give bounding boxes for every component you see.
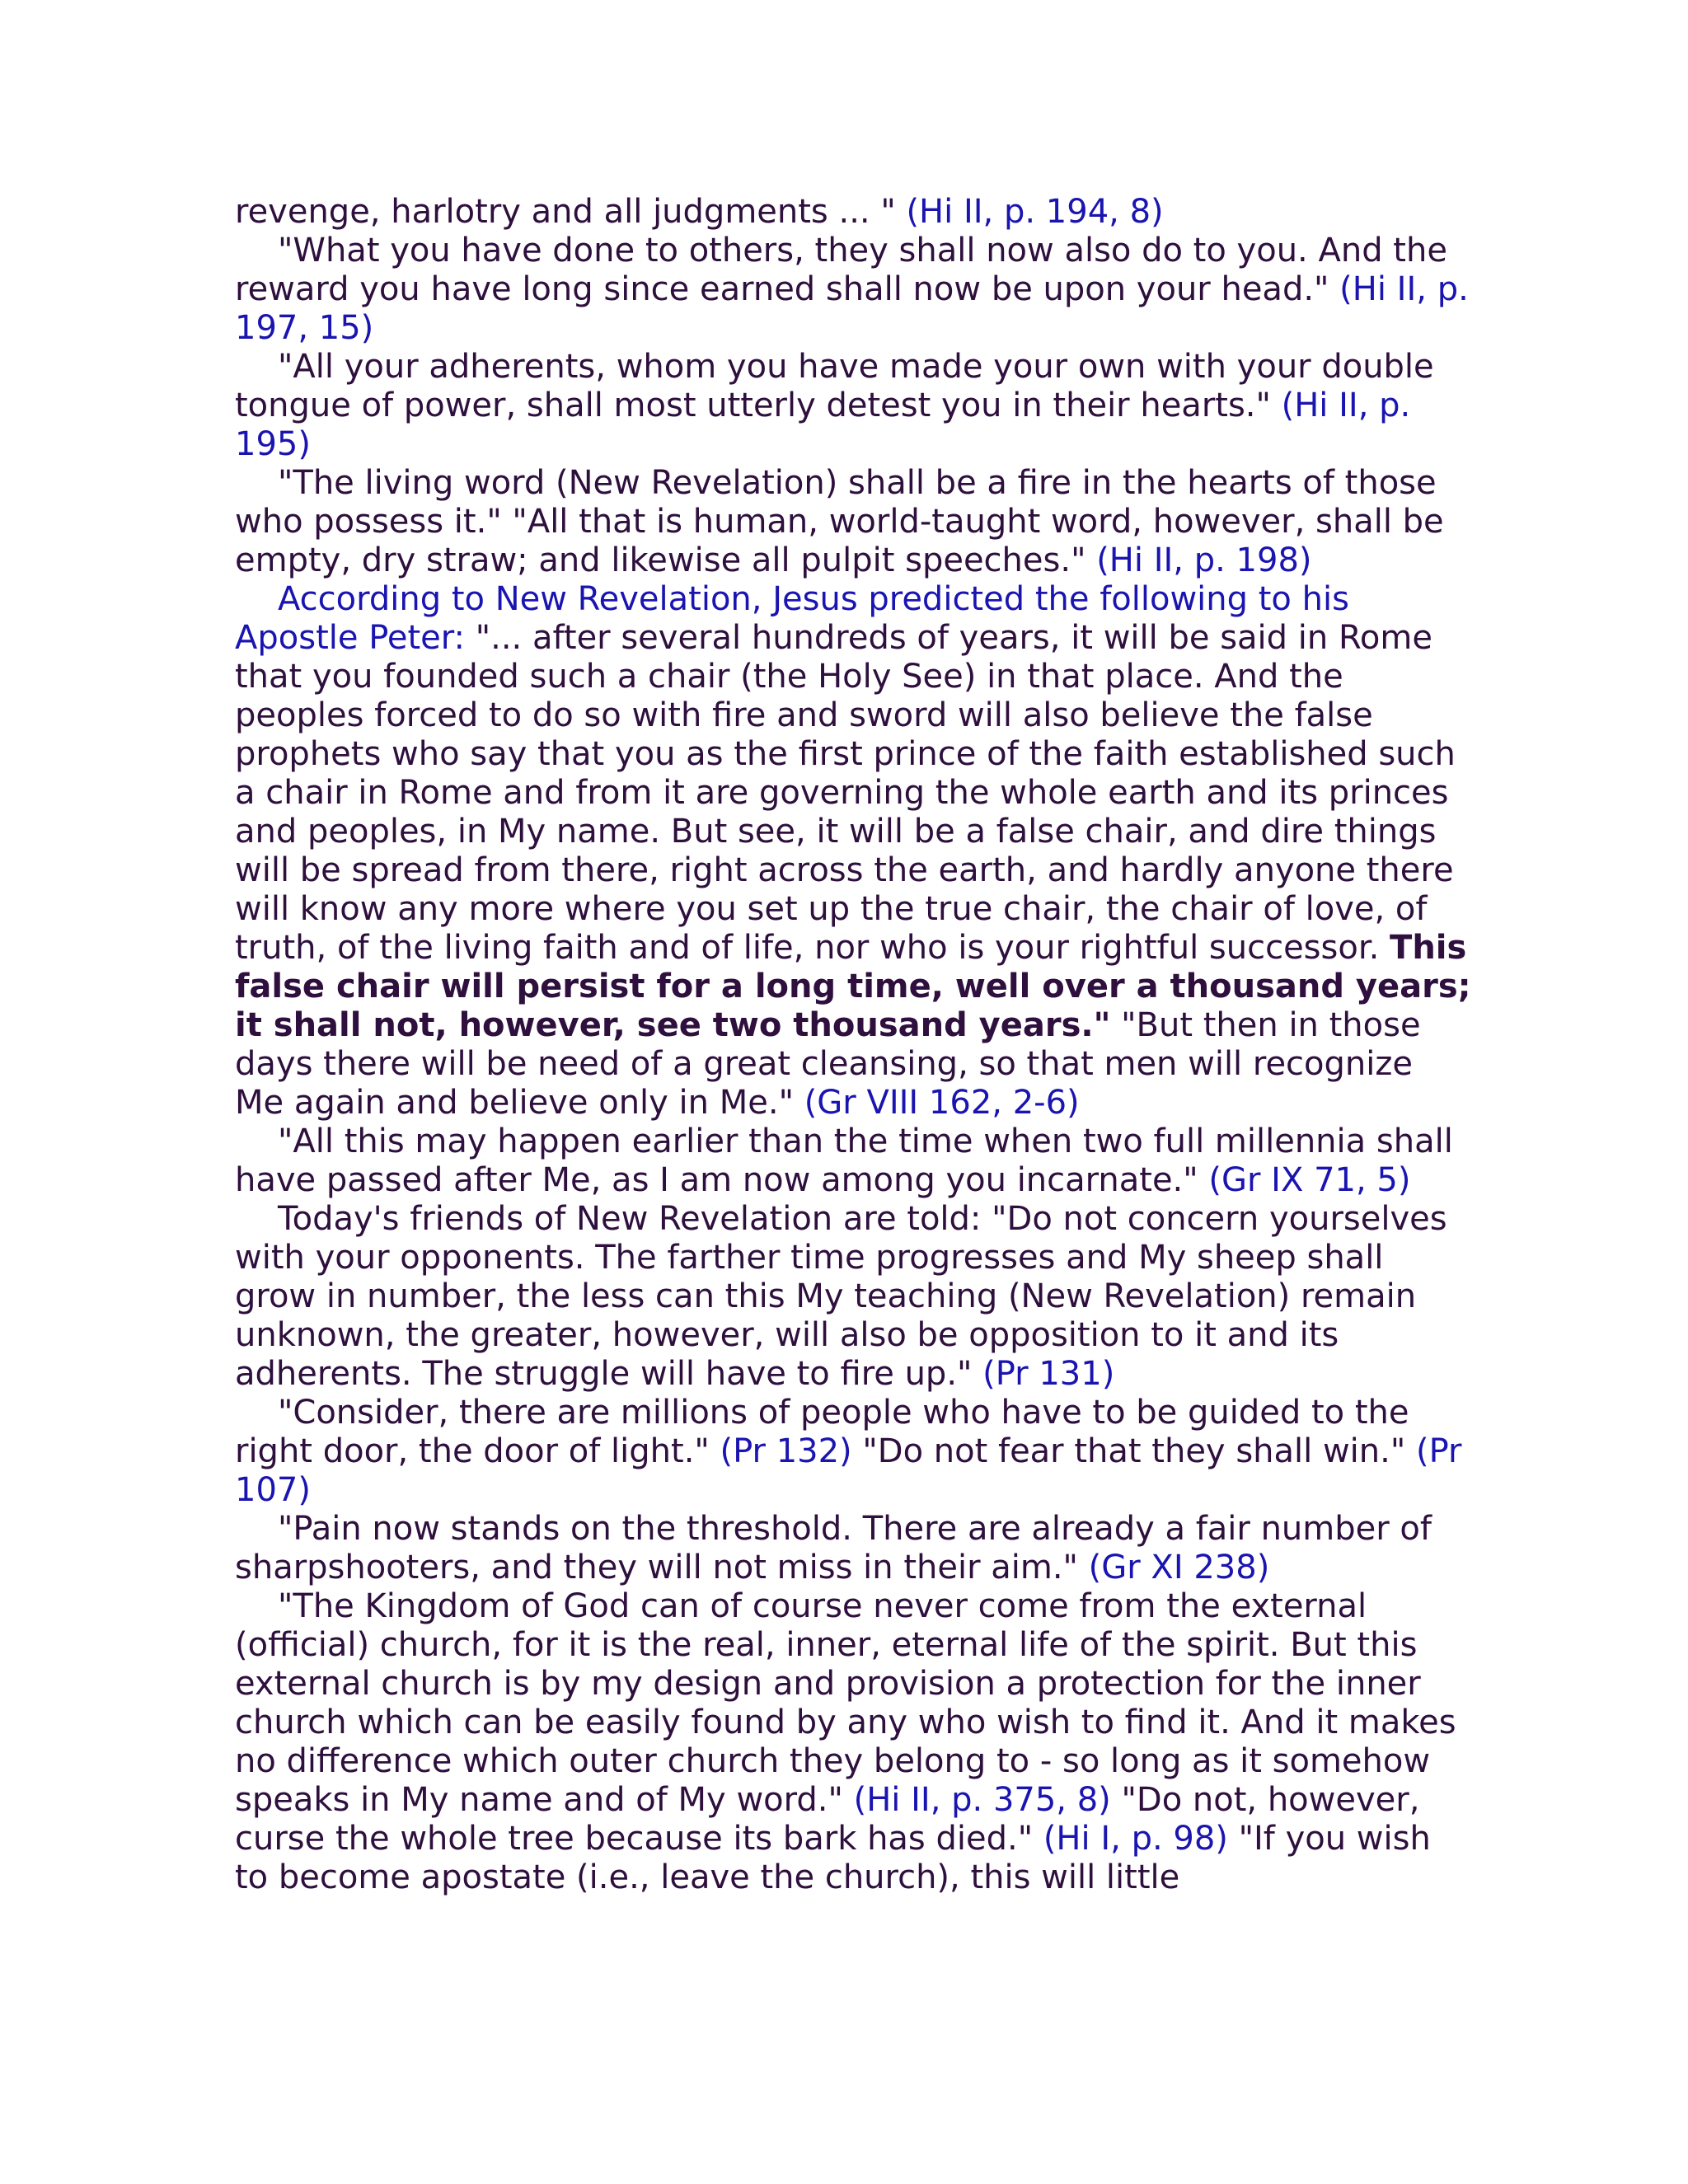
paragraph: [235, 1394, 1471, 1510]
source-reference: (Pr 107): [235, 1432, 1462, 1509]
body-text: "All this may happen earlier than the time when two full millennia shall have passed after Me, as I am now among you incarnate.": [235, 1122, 1453, 1199]
source-reference: (Hi II, p. 195): [235, 387, 1411, 463]
paragraph: [235, 1200, 1471, 1394]
paragraph: [235, 464, 1471, 580]
source-reference: (Hi II, p. 375, 8): [853, 1781, 1111, 1819]
paragraph: [235, 1122, 1471, 1200]
body-text: "All your adherents, whom you have made your own with your double tongue of power, shall most utterly detest you in their hearts.": [235, 348, 1434, 424]
source-reference: (Gr XI 238): [1088, 1549, 1270, 1586]
paragraph: [235, 232, 1471, 348]
body-text: "If you wish to become apostate (i.e., leave the church), this will little: [235, 1820, 1431, 1896]
source-reference: (Gr VIII 162, 2-6): [804, 1084, 1080, 1122]
source-reference: (Pr 132): [720, 1432, 852, 1470]
document-page: [235, 193, 1471, 1897]
source-reference: (Hi I, p. 98): [1043, 1820, 1228, 1858]
source-reference: (Pr 131): [982, 1355, 1115, 1393]
body-text: "Do not fear that they shall win.": [851, 1432, 1416, 1470]
body-text: revenge, harlotry and all judgments ... ": [235, 193, 907, 231]
paragraph: [235, 193, 1471, 232]
body-text: "Do not, however, curse the whole tree because its bark has died.": [235, 1781, 1420, 1858]
paragraph: [235, 1587, 1471, 1897]
body-text: "... after several hundreds of years, it will be said in Rome that you founded such a chair (the Holy See) in that place. And the peoples forced to do so with fire and sword will also believe the false prophets who say that you as the first prince of the faith established such a chair in Rome and from it are governing the whole earth and its princes and peoples, in My name. But see, it will be a false chair, and dire things will be spread from there, right across the earth, and hardly anyone there will know any more where you set up the true chair, the chair of love, of truth, of the living faith and of life, nor who is your rightful successor.: [235, 619, 1456, 967]
body-text: "Pain now stands on the threshold. There are already a fair number of sharpshooters, and they will not miss in their aim.": [235, 1510, 1432, 1586]
source-reference: (Gr IX 71, 5): [1208, 1161, 1411, 1199]
source-reference: According to New Revelation, Jesus predicted the following to his Apostle Peter:: [235, 580, 1349, 657]
body-text: "Consider, there are millions of people who have to be guided to the right door, the door of light.": [235, 1394, 1409, 1470]
body-text: "But then in those days there will be need of a great cleansing, so that men will recognize Me again and believe only in Me.": [235, 1006, 1421, 1122]
emphasized-text: This false chair will persist for a long time, well over a thousand years; it shall not, however, see two thousand years.": [235, 929, 1471, 1044]
source-reference: (Hi II, p. 194, 8): [906, 193, 1164, 231]
paragraph: [235, 348, 1471, 464]
body-text: "The Kingdom of God can of course never come from the external (official) church, for it is the real, inner, eternal life of the spirit. But this external church is by my design and provision a protection for the inner church which can be easily found by any who wish to find it. And it makes no difference which outer church they belong to - so long as it somehow speaks in My name and of My word.": [235, 1587, 1456, 1819]
paragraph: [235, 580, 1471, 1122]
source-reference: (Hi II, p. 197, 15): [235, 270, 1469, 347]
paragraph: [235, 1510, 1471, 1587]
source-reference: (Hi II, p. 198): [1096, 541, 1312, 579]
body-text: "The living word (New Revelation) shall be a fire in the hearts of those who possess it." "All that is human, world-taught word, however, shall be empty, dry straw; and likewise all pulpit speeches.": [235, 464, 1444, 579]
body-text: "What you have done to others, they shall now also do to you. And the reward you have long since earned shall now be upon your head.": [235, 232, 1447, 308]
body-text: Today's friends of New Revelation are told: "Do not concern yourselves with your opponents. The farther time progresses and My sheep shall grow in number, the less can this My teaching (New Revelation) remain unknown, the greater, however, will also be opposition to it and its adherents. The struggle will have to fire up.": [235, 1200, 1447, 1393]
